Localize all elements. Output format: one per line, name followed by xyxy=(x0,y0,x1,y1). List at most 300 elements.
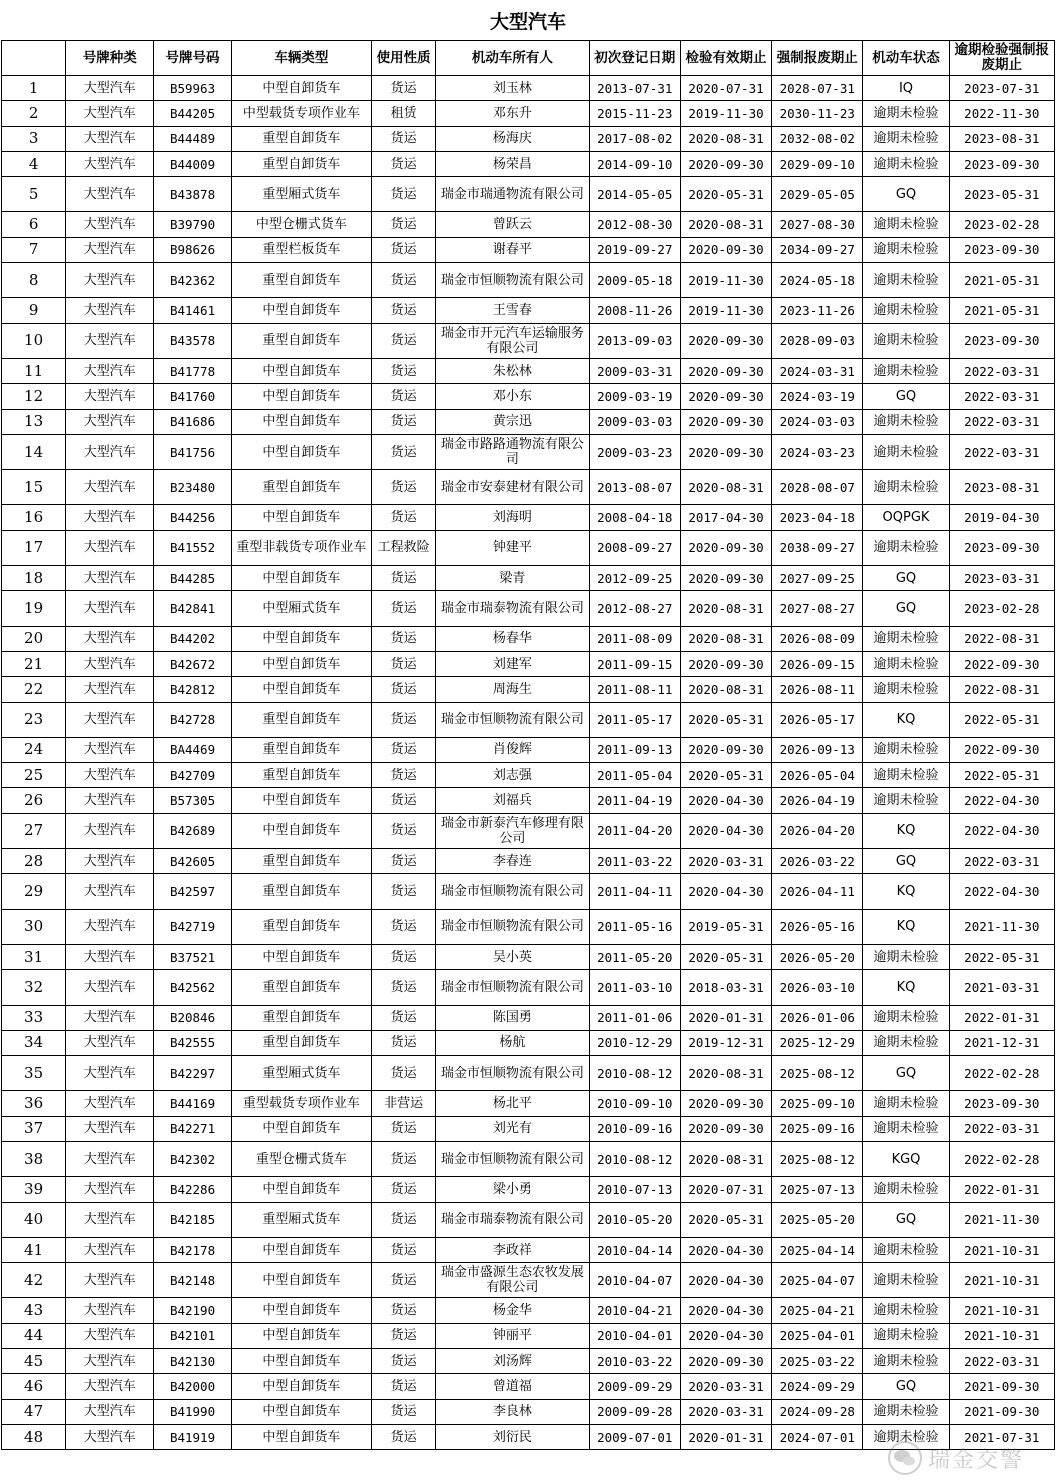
cell-overdue-scrap-date: 2022-05-31 xyxy=(949,944,1054,969)
cell-overdue-scrap-date: 2022-03-31 xyxy=(949,849,1054,874)
cell-vehicle-status: 逾期未检验 xyxy=(863,298,949,323)
table-row xyxy=(2,434,1055,469)
cell-vehicle-status: GQ xyxy=(863,1374,949,1399)
cell-plate-number: B41686 xyxy=(154,409,231,434)
cell-plate-number: B44489 xyxy=(154,126,231,151)
cell-plate-type: 大型汽车 xyxy=(66,126,154,151)
cell-vehicle-status: KQ xyxy=(863,813,949,848)
cell-first-registration: 2008-09-27 xyxy=(589,530,680,565)
cell-mandatory-scrap-date: 2026-05-20 xyxy=(772,944,863,969)
cell-mandatory-scrap-date: 2028-09-03 xyxy=(772,323,863,358)
cell-plate-number: B42362 xyxy=(154,263,231,298)
cell-usage: 货运 xyxy=(372,677,436,702)
cell-row-index: 18 xyxy=(2,566,66,591)
cell-owner: 吴小英 xyxy=(436,944,589,969)
table-body xyxy=(2,76,1055,1450)
cell-overdue-scrap-date: 2022-11-30 xyxy=(949,101,1054,126)
cell-first-registration: 2013-07-31 xyxy=(589,76,680,101)
cell-plate-type: 大型汽车 xyxy=(66,626,154,651)
cell-inspection-valid-until: 2020-08-31 xyxy=(680,1141,771,1176)
cell-overdue-scrap-date: 2022-09-30 xyxy=(949,651,1054,676)
table-row xyxy=(2,874,1055,909)
cell-usage: 货运 xyxy=(372,944,436,969)
cell-vehicle-type: 中型自卸货车 xyxy=(231,384,371,409)
cell-owner: 杨海庆 xyxy=(436,126,589,151)
cell-plate-number: B42605 xyxy=(154,849,231,874)
cell-owner: 瑞金市安泰建材有限公司 xyxy=(436,470,589,505)
cell-first-registration: 2011-01-06 xyxy=(589,1005,680,1030)
cell-plate-type: 大型汽车 xyxy=(66,591,154,626)
cell-plate-number: B42562 xyxy=(154,970,231,1005)
cell-owner: 刘海明 xyxy=(436,505,589,530)
cell-mandatory-scrap-date: 2028-08-07 xyxy=(772,470,863,505)
cell-overdue-scrap-date: 2022-03-31 xyxy=(949,1349,1054,1374)
cell-first-registration: 2008-04-18 xyxy=(589,505,680,530)
cell-owner: 瑞金市开元汽车运输服务有限公司 xyxy=(436,323,589,358)
cell-row-index: 31 xyxy=(2,944,66,969)
cell-plate-type: 大型汽车 xyxy=(66,813,154,848)
cell-owner: 刘汤辉 xyxy=(436,1349,589,1374)
cell-plate-number: B44205 xyxy=(154,101,231,126)
cell-vehicle-status: 逾期未检验 xyxy=(863,1091,949,1116)
cell-row-index: 9 xyxy=(2,298,66,323)
cell-row-index: 48 xyxy=(2,1424,66,1449)
cell-inspection-valid-until: 2020-09-30 xyxy=(680,237,771,262)
cell-inspection-valid-until: 2020-04-30 xyxy=(680,1323,771,1348)
cell-inspection-valid-until: 2020-01-31 xyxy=(680,1424,771,1449)
cell-vehicle-type: 中型自卸货车 xyxy=(231,813,371,848)
cell-vehicle-status: 逾期未检验 xyxy=(863,151,949,176)
cell-plate-type: 大型汽车 xyxy=(66,1116,154,1141)
table-row xyxy=(2,651,1055,676)
cell-row-index: 12 xyxy=(2,384,66,409)
cell-plate-number: B59963 xyxy=(154,76,231,101)
cell-first-registration: 2010-08-12 xyxy=(589,1056,680,1091)
cell-vehicle-status: IQ xyxy=(863,76,949,101)
cell-plate-number: B42597 xyxy=(154,874,231,909)
cell-row-index: 11 xyxy=(2,358,66,383)
cell-mandatory-scrap-date: 2038-09-27 xyxy=(772,530,863,565)
cell-plate-number: B41990 xyxy=(154,1399,231,1424)
cell-usage: 货运 xyxy=(372,1177,436,1202)
cell-vehicle-status: KQ xyxy=(863,702,949,737)
cell-overdue-scrap-date: 2022-03-31 xyxy=(949,384,1054,409)
cell-usage: 货运 xyxy=(372,177,436,212)
cell-overdue-scrap-date: 2023-02-28 xyxy=(949,212,1054,237)
cell-first-registration: 2010-04-21 xyxy=(589,1298,680,1323)
cell-inspection-valid-until: 2020-08-31 xyxy=(680,470,771,505)
cell-first-registration: 2010-05-20 xyxy=(589,1202,680,1237)
table-row xyxy=(2,1424,1055,1449)
cell-first-registration: 2019-09-27 xyxy=(589,237,680,262)
cell-vehicle-type: 重型载货专项作业车 xyxy=(231,1091,371,1116)
cell-mandatory-scrap-date: 2034-09-27 xyxy=(772,237,863,262)
cell-vehicle-type: 重型自卸货车 xyxy=(231,874,371,909)
cell-vehicle-status: 逾期未检验 xyxy=(863,788,949,813)
cell-first-registration: 2014-09-10 xyxy=(589,151,680,176)
cell-inspection-valid-until: 2020-08-31 xyxy=(680,591,771,626)
cell-vehicle-type: 中型自卸货车 xyxy=(231,76,371,101)
cell-inspection-valid-until: 2019-11-30 xyxy=(680,101,771,126)
cell-mandatory-scrap-date: 2025-04-07 xyxy=(772,1263,863,1298)
cell-row-index: 40 xyxy=(2,1202,66,1237)
cell-vehicle-type: 重型自卸货车 xyxy=(231,151,371,176)
cell-vehicle-status: 逾期未检验 xyxy=(863,1298,949,1323)
cell-owner: 梁小勇 xyxy=(436,1177,589,1202)
cell-vehicle-status: GQ xyxy=(863,177,949,212)
cell-row-index: 3 xyxy=(2,126,66,151)
cell-row-index: 8 xyxy=(2,263,66,298)
cell-vehicle-status: 逾期未检验 xyxy=(863,263,949,298)
cell-first-registration: 2010-04-01 xyxy=(589,1323,680,1348)
cell-vehicle-status: 逾期未检验 xyxy=(863,1005,949,1030)
cell-usage: 货运 xyxy=(372,237,436,262)
cell-mandatory-scrap-date: 2026-04-11 xyxy=(772,874,863,909)
cell-vehicle-type: 中型自卸货车 xyxy=(231,1349,371,1374)
cell-vehicle-status: 逾期未检验 xyxy=(863,1349,949,1374)
cell-usage: 货运 xyxy=(372,909,436,944)
cell-row-index: 17 xyxy=(2,530,66,565)
col-header-usage: 使用性质 xyxy=(372,41,436,76)
cell-plate-type: 大型汽车 xyxy=(66,1323,154,1348)
cell-owner: 钟建平 xyxy=(436,530,589,565)
cell-first-registration: 2009-05-18 xyxy=(589,263,680,298)
cell-owner: 瑞金市恒顺物流有限公司 xyxy=(436,970,589,1005)
cell-vehicle-status: 逾期未检验 xyxy=(863,323,949,358)
cell-mandatory-scrap-date: 2026-03-10 xyxy=(772,970,863,1005)
watermark-text: 瑞金交警 xyxy=(928,1447,1025,1473)
cell-mandatory-scrap-date: 2025-03-22 xyxy=(772,1349,863,1374)
cell-inspection-valid-until: 2020-09-30 xyxy=(680,409,771,434)
cell-overdue-scrap-date: 2022-04-30 xyxy=(949,813,1054,848)
cell-inspection-valid-until: 2020-04-30 xyxy=(680,1263,771,1298)
cell-row-index: 10 xyxy=(2,323,66,358)
cell-vehicle-type: 中型自卸货车 xyxy=(231,1263,371,1298)
cell-row-index: 32 xyxy=(2,970,66,1005)
cell-row-index: 29 xyxy=(2,874,66,909)
cell-plate-type: 大型汽车 xyxy=(66,237,154,262)
cell-vehicle-type: 中型载货专项作业车 xyxy=(231,101,371,126)
cell-inspection-valid-until: 2020-09-30 xyxy=(680,1349,771,1374)
cell-plate-type: 大型汽车 xyxy=(66,212,154,237)
cell-mandatory-scrap-date: 2026-04-19 xyxy=(772,788,863,813)
cell-plate-type: 大型汽车 xyxy=(66,530,154,565)
cell-row-index: 35 xyxy=(2,1056,66,1091)
cell-vehicle-status: 逾期未检验 xyxy=(863,1323,949,1348)
cell-row-index: 26 xyxy=(2,788,66,813)
cell-vehicle-status: 逾期未检验 xyxy=(863,1237,949,1262)
cell-vehicle-type: 中型自卸货车 xyxy=(231,651,371,676)
cell-owner: 杨荣昌 xyxy=(436,151,589,176)
cell-overdue-scrap-date: 2021-10-31 xyxy=(949,1298,1054,1323)
cell-plate-number: B42302 xyxy=(154,1141,231,1176)
cell-first-registration: 2013-08-07 xyxy=(589,470,680,505)
cell-overdue-scrap-date: 2023-09-30 xyxy=(949,151,1054,176)
cell-plate-number: B42728 xyxy=(154,702,231,737)
cell-inspection-valid-until: 2020-09-30 xyxy=(680,1091,771,1116)
cell-first-registration: 2010-08-12 xyxy=(589,1141,680,1176)
cell-row-index: 19 xyxy=(2,591,66,626)
cell-row-index: 1 xyxy=(2,76,66,101)
cell-row-index: 14 xyxy=(2,434,66,469)
cell-overdue-scrap-date: 2022-02-28 xyxy=(949,1056,1054,1091)
cell-inspection-valid-until: 2020-01-31 xyxy=(680,1005,771,1030)
cell-plate-number: B42812 xyxy=(154,677,231,702)
cell-plate-type: 大型汽车 xyxy=(66,788,154,813)
cell-vehicle-status: GQ xyxy=(863,384,949,409)
cell-first-registration: 2011-09-15 xyxy=(589,651,680,676)
cell-plate-type: 大型汽车 xyxy=(66,677,154,702)
cell-vehicle-type: 重型仓栅式货车 xyxy=(231,1141,371,1176)
table-row xyxy=(2,76,1055,101)
cell-usage: 货运 xyxy=(372,651,436,676)
cell-inspection-valid-until: 2020-03-31 xyxy=(680,1399,771,1424)
cell-mandatory-scrap-date: 2026-09-15 xyxy=(772,651,863,676)
table-row xyxy=(2,1323,1055,1348)
table-row xyxy=(2,970,1055,1005)
table-row xyxy=(2,470,1055,505)
cell-inspection-valid-until: 2020-05-31 xyxy=(680,1202,771,1237)
cell-plate-type: 大型汽车 xyxy=(66,1005,154,1030)
cell-overdue-scrap-date: 2023-07-31 xyxy=(949,76,1054,101)
cell-overdue-scrap-date: 2022-08-31 xyxy=(949,626,1054,651)
cell-inspection-valid-until: 2020-07-31 xyxy=(680,76,771,101)
table-row xyxy=(2,358,1055,383)
cell-owner: 王雪春 xyxy=(436,298,589,323)
cell-owner: 杨航 xyxy=(436,1030,589,1055)
table-row xyxy=(2,1374,1055,1399)
cell-plate-type: 大型汽车 xyxy=(66,1424,154,1449)
cell-mandatory-scrap-date: 2025-08-12 xyxy=(772,1056,863,1091)
col-header-plate-number: 号牌号码 xyxy=(154,41,231,76)
cell-owner: 瑞金市恒顺物流有限公司 xyxy=(436,1056,589,1091)
cell-usage: 货运 xyxy=(372,788,436,813)
cell-row-index: 30 xyxy=(2,909,66,944)
table-row xyxy=(2,763,1055,788)
cell-plate-number: B41760 xyxy=(154,384,231,409)
cell-vehicle-status: 逾期未检验 xyxy=(863,470,949,505)
col-header-owner: 机动车所有人 xyxy=(436,41,589,76)
cell-plate-number: B23480 xyxy=(154,470,231,505)
cell-inspection-valid-until: 2020-09-30 xyxy=(680,651,771,676)
cell-vehicle-status: 逾期未检验 xyxy=(863,409,949,434)
cell-first-registration: 2009-07-01 xyxy=(589,1424,680,1449)
cell-inspection-valid-until: 2018-03-31 xyxy=(680,970,771,1005)
cell-plate-number: B37521 xyxy=(154,944,231,969)
table-row xyxy=(2,1116,1055,1141)
cell-plate-number: B42297 xyxy=(154,1056,231,1091)
cell-owner: 刘建军 xyxy=(436,651,589,676)
cell-usage: 货运 xyxy=(372,384,436,409)
cell-owner: 邓东升 xyxy=(436,101,589,126)
cell-inspection-valid-until: 2020-04-30 xyxy=(680,813,771,848)
cell-plate-number: B57305 xyxy=(154,788,231,813)
cell-plate-number: B42178 xyxy=(154,1237,231,1262)
cell-row-index: 27 xyxy=(2,813,66,848)
cell-mandatory-scrap-date: 2025-12-29 xyxy=(772,1030,863,1055)
cell-vehicle-type: 重型自卸货车 xyxy=(231,970,371,1005)
cell-overdue-scrap-date: 2022-01-31 xyxy=(949,1177,1054,1202)
cell-owner: 瑞金市盛源生态农牧发展有限公司 xyxy=(436,1263,589,1298)
cell-usage: 货运 xyxy=(372,591,436,626)
cell-mandatory-scrap-date: 2024-07-01 xyxy=(772,1424,863,1449)
cell-row-index: 7 xyxy=(2,237,66,262)
cell-vehicle-type: 重型自卸货车 xyxy=(231,737,371,762)
cell-vehicle-status: 逾期未检验 xyxy=(863,737,949,762)
cell-row-index: 23 xyxy=(2,702,66,737)
cell-first-registration: 2012-08-27 xyxy=(589,591,680,626)
cell-vehicle-status: GQ xyxy=(863,566,949,591)
cell-overdue-scrap-date: 2022-03-31 xyxy=(949,358,1054,383)
cell-plate-type: 大型汽车 xyxy=(66,434,154,469)
cell-plate-type: 大型汽车 xyxy=(66,358,154,383)
cell-plate-number: B41756 xyxy=(154,434,231,469)
cell-mandatory-scrap-date: 2026-05-04 xyxy=(772,763,863,788)
cell-usage: 工程救险 xyxy=(372,530,436,565)
cell-usage: 货运 xyxy=(372,76,436,101)
cell-owner: 刘衍民 xyxy=(436,1424,589,1449)
cell-overdue-scrap-date: 2021-12-31 xyxy=(949,1030,1054,1055)
cell-plate-type: 大型汽车 xyxy=(66,1374,154,1399)
cell-vehicle-type: 中型自卸货车 xyxy=(231,944,371,969)
col-header-index xyxy=(2,41,66,76)
page-title: 大型汽车 xyxy=(489,10,566,33)
cell-usage: 货运 xyxy=(372,151,436,176)
cell-usage: 货运 xyxy=(372,1005,436,1030)
cell-inspection-valid-until: 2020-04-30 xyxy=(680,874,771,909)
cell-first-registration: 2009-09-29 xyxy=(589,1374,680,1399)
cell-vehicle-type: 重型厢式货车 xyxy=(231,1056,371,1091)
cell-mandatory-scrap-date: 2024-03-31 xyxy=(772,358,863,383)
cell-plate-number: B44202 xyxy=(154,626,231,651)
cell-plate-number: B41552 xyxy=(154,530,231,565)
table-row xyxy=(2,151,1055,176)
cell-vehicle-status: 逾期未检验 xyxy=(863,763,949,788)
cell-vehicle-type: 中型自卸货车 xyxy=(231,566,371,591)
cell-plate-number: B42689 xyxy=(154,813,231,848)
cell-inspection-valid-until: 2019-12-31 xyxy=(680,1030,771,1055)
cell-vehicle-status: 逾期未检验 xyxy=(863,944,949,969)
cell-plate-type: 大型汽车 xyxy=(66,298,154,323)
table-row xyxy=(2,212,1055,237)
cell-vehicle-type: 中型自卸货车 xyxy=(231,1298,371,1323)
cell-vehicle-type: 重型自卸货车 xyxy=(231,1005,371,1030)
cell-usage: 货运 xyxy=(372,566,436,591)
cell-usage: 货运 xyxy=(372,1323,436,1348)
table-row xyxy=(2,1030,1055,1055)
cell-inspection-valid-until: 2017-04-30 xyxy=(680,505,771,530)
table-row xyxy=(2,101,1055,126)
cell-mandatory-scrap-date: 2023-11-26 xyxy=(772,298,863,323)
cell-row-index: 44 xyxy=(2,1323,66,1348)
cell-vehicle-type: 中型自卸货车 xyxy=(231,505,371,530)
cell-vehicle-type: 重型厢式货车 xyxy=(231,1202,371,1237)
cell-owner: 杨春华 xyxy=(436,626,589,651)
cell-first-registration: 2011-05-17 xyxy=(589,702,680,737)
cell-overdue-scrap-date: 2023-09-30 xyxy=(949,323,1054,358)
cell-plate-number: B42000 xyxy=(154,1374,231,1399)
cell-plate-type: 大型汽车 xyxy=(66,1202,154,1237)
cell-row-index: 5 xyxy=(2,177,66,212)
table-row xyxy=(2,1005,1055,1030)
cell-first-registration: 2010-07-13 xyxy=(589,1177,680,1202)
cell-vehicle-type: 重型栏板货车 xyxy=(231,237,371,262)
table-row xyxy=(2,909,1055,944)
cell-owner: 瑞金市恒顺物流有限公司 xyxy=(436,1141,589,1176)
cell-usage: 货运 xyxy=(372,470,436,505)
cell-inspection-valid-until: 2020-04-30 xyxy=(680,1298,771,1323)
cell-inspection-valid-until: 2020-05-31 xyxy=(680,763,771,788)
table-row xyxy=(2,263,1055,298)
cell-vehicle-type: 中型自卸货车 xyxy=(231,788,371,813)
cell-first-registration: 2011-03-10 xyxy=(589,970,680,1005)
cell-vehicle-status: 逾期未检验 xyxy=(863,1030,949,1055)
cell-vehicle-type: 中型仓栅式货车 xyxy=(231,212,371,237)
cell-usage: 货运 xyxy=(372,763,436,788)
cell-row-index: 28 xyxy=(2,849,66,874)
cell-plate-number: B42271 xyxy=(154,1116,231,1141)
cell-usage: 货运 xyxy=(372,1374,436,1399)
cell-mandatory-scrap-date: 2026-01-06 xyxy=(772,1005,863,1030)
table-row xyxy=(2,323,1055,358)
cell-plate-type: 大型汽车 xyxy=(66,909,154,944)
cell-inspection-valid-until: 2020-08-31 xyxy=(680,126,771,151)
cell-usage: 货运 xyxy=(372,298,436,323)
cell-overdue-scrap-date: 2021-10-31 xyxy=(949,1323,1054,1348)
cell-mandatory-scrap-date: 2028-07-31 xyxy=(772,76,863,101)
cell-row-index: 16 xyxy=(2,505,66,530)
cell-usage: 货运 xyxy=(372,1141,436,1176)
cell-vehicle-type: 中型自卸货车 xyxy=(231,358,371,383)
cell-inspection-valid-until: 2020-09-30 xyxy=(680,434,771,469)
cell-owner: 瑞金市恒顺物流有限公司 xyxy=(436,909,589,944)
cell-vehicle-status: KGQ xyxy=(863,1141,949,1176)
cell-mandatory-scrap-date: 2029-09-10 xyxy=(772,151,863,176)
cell-plate-type: 大型汽车 xyxy=(66,76,154,101)
cell-row-index: 25 xyxy=(2,763,66,788)
cell-vehicle-status: KQ xyxy=(863,970,949,1005)
cell-row-index: 45 xyxy=(2,1349,66,1374)
cell-first-registration: 2010-09-16 xyxy=(589,1116,680,1141)
cell-vehicle-status: KQ xyxy=(863,909,949,944)
cell-usage: 货运 xyxy=(372,626,436,651)
cell-vehicle-status: 逾期未检验 xyxy=(863,1399,949,1424)
cell-inspection-valid-until: 2020-04-30 xyxy=(680,788,771,813)
cell-usage: 货运 xyxy=(372,1030,436,1055)
cell-row-index: 22 xyxy=(2,677,66,702)
cell-plate-number: B42709 xyxy=(154,763,231,788)
cell-plate-number: B42101 xyxy=(154,1323,231,1348)
cell-vehicle-status: GQ xyxy=(863,1056,949,1091)
cell-plate-type: 大型汽车 xyxy=(66,944,154,969)
table-row xyxy=(2,788,1055,813)
cell-overdue-scrap-date: 2022-08-31 xyxy=(949,677,1054,702)
table-row xyxy=(2,530,1055,565)
cell-owner: 陈国勇 xyxy=(436,1005,589,1030)
cell-plate-number: B42185 xyxy=(154,1202,231,1237)
cell-usage: 货运 xyxy=(372,813,436,848)
cell-first-registration: 2009-03-19 xyxy=(589,384,680,409)
cell-overdue-scrap-date: 2021-10-31 xyxy=(949,1237,1054,1262)
col-header-inspection-valid-until: 检验有效期止 xyxy=(680,41,771,76)
cell-row-index: 36 xyxy=(2,1091,66,1116)
table-row xyxy=(2,1237,1055,1262)
cell-usage: 货运 xyxy=(372,1237,436,1262)
cell-vehicle-type: 重型自卸货车 xyxy=(231,849,371,874)
cell-overdue-scrap-date: 2021-03-31 xyxy=(949,970,1054,1005)
table-row xyxy=(2,702,1055,737)
cell-mandatory-scrap-date: 2025-08-12 xyxy=(772,1141,863,1176)
